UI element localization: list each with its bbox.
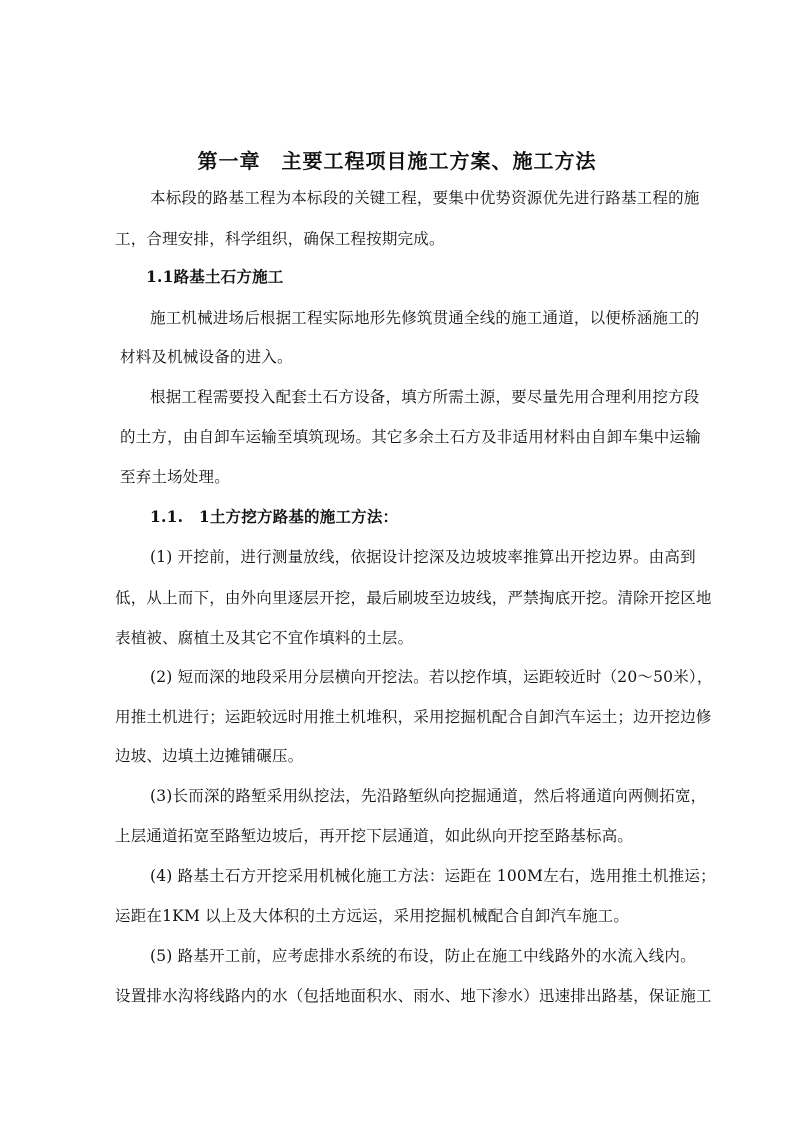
item-1-line-1: (1) 开挖前，进行测量放线，依据设计挖深及边坡坡率推算出开挖边界。由高到 [150, 548, 696, 566]
chapter-title: 第一章 主要工程项目施工方案、施工方法 [197, 149, 597, 173]
item-5-line-2: 设置排水沟将线路内的水（包括地面积水、雨水、地下渗水）迅速排出路基，保证施工 [115, 987, 712, 1005]
intro-line-1: 本标段的路基工程为本标段的关键工程，要集中优势资源优先进行路基工程的施 [150, 189, 700, 207]
intro-line-2: 工，合理安排，科学组织，确保工程按期完成。 [115, 230, 445, 248]
section-heading-1-1-1: 1.1. 1土方挖方路基的施工方法： [150, 507, 399, 526]
item-3-line-1: (3)长而深的路堑采用纵挖法，先沿路堑纵向挖掘通道，然后将通道向两侧拓宽， [150, 787, 707, 805]
item-4-line-2: 运距在1KM 以上及大体积的土方远运，采用挖掘机械配合自卸汽车施工。 [115, 907, 630, 925]
item-1-line-3: 表植被、腐植土及其它不宜作填料的土层。 [115, 629, 414, 647]
item-3-line-2: 上层通道拓宽至路堑边坡后，再开挖下层通道，如此纵向开挖至路基标高。 [115, 827, 634, 845]
item-2-line-2: 用推土机进行；运距较远时用推土机堆积，采用挖掘机配合自卸汽车运土；边开挖边修 [115, 708, 712, 726]
item-4-line-1: (4) 路基土石方开挖采用机械化施工方法：运距在 100M左右，选用推土机推运； [150, 867, 716, 885]
para-2-line-1: 根据工程需要投入配套土石方设备，填方所需土源，要尽量先用合理利用挖方段 [150, 388, 700, 406]
item-2-line-3: 边坡、边填土边摊铺碾压。 [115, 747, 304, 765]
item-5-line-1: (5) 路基开工前，应考虑排水系统的布设，防止在施工中线路外的水流入线内。 [150, 947, 696, 965]
para-1-line-1: 施工机械进场后根据工程实际地形先修筑贯通全线的施工通道，以便桥涵施工的 [150, 309, 700, 327]
para-2-line-3: 至弃土场处理。 [120, 468, 230, 486]
section-heading-1-1: 1.1路基土石方施工 [146, 267, 284, 286]
para-1-line-2: 材料及机械设备的进入。 [120, 348, 293, 366]
item-1-line-2: 低，从上而下，由外向里逐层开挖，最后刷坡至边坡线，严禁掏底开挖。清除开挖区地 [115, 589, 712, 607]
item-2-line-1: (2) 短而深的地段采用分层横向开挖法。若以挖作填，运距较近时（20～50米）， [150, 668, 713, 686]
para-2-line-2: 的土方，由自卸车运输至填筑现场。其它多余土石方及非适用材料由自卸车集中运输 [120, 428, 701, 446]
